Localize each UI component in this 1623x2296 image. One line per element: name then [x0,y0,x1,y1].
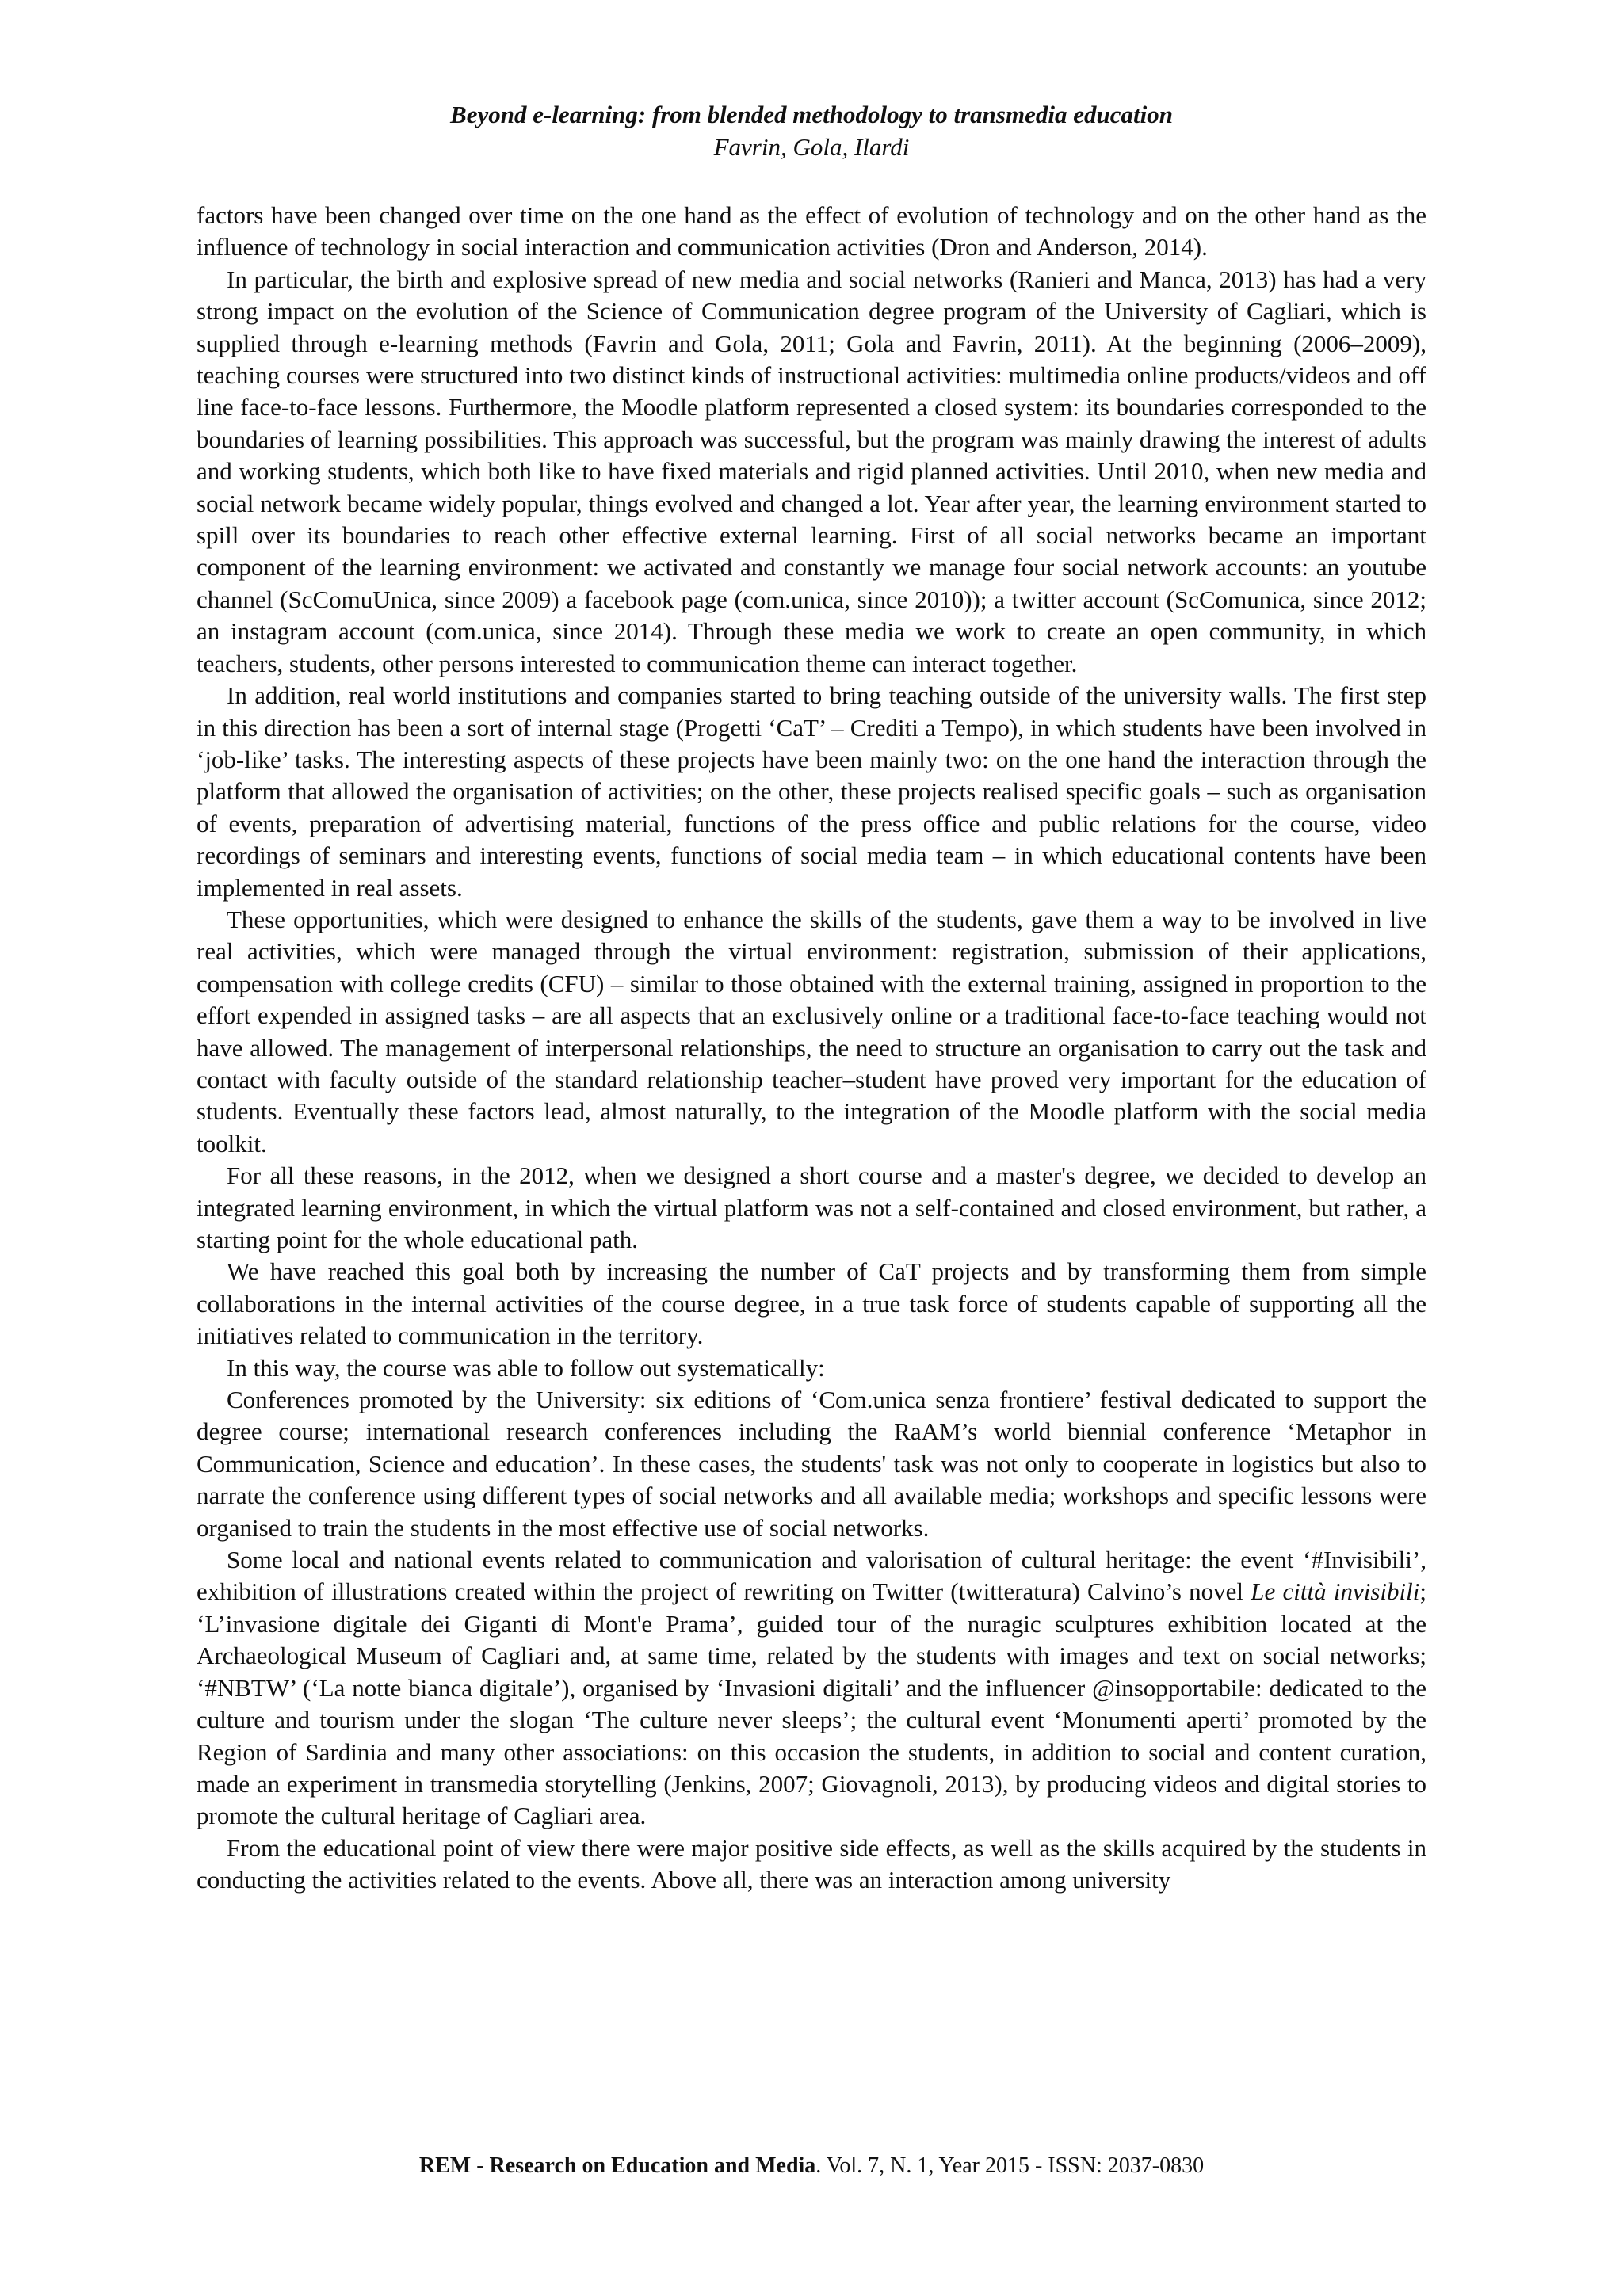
paragraph-9-text-after: ; ‘L’invasione digitale dei Giganti di Mont'e Prama’, guided tour of the nuragic sculptures exhibition located at the Archaeological Museum of Cagliari and, at same time, related by the students with images and text on social networks; ‘#NBTW’ (‘La notte bianca digitale’), organised by ‘Invasioni digitali’ and the influencer @insopportabile: dedicated to the culture and tourism under the slogan ‘The culture never sleeps’; the cultural event ‘Monumenti aperti’ promoted by the Region of Sardinia and many other associations: on this occasion the students, in addition to social and content curation, made an experiment in transmedia storytelling (Jenkins, 2007; Giovagnoli, 2013), by producing videos and digital stories to promote the cultural heritage of Cagliari area. [197,1577,1426,1830]
body-text [197,200,1426,1897]
paragraph-4: These opportunities, which were designed to enhance the skills of the students, gave them a way to be involved in live real activities, which were managed through the virtual environment: registration, submission of their applications, compensation with college credits (CFU) – similar to those obtained with the external training, assigned in proportion to the effort expended in assigned tasks – are all aspects that an exclusively online or a traditional face-to-face teaching would not have allowed. The management of interpersonal relationships, the need to structure an organisation to carry out the task and contact with faculty outside of the standard relationship teacher–student have proved very important for the education of students. Eventually these factors lead, almost naturally, to the integration of the Moodle platform with the social media toolkit. [197,905,1426,1158]
footer-journal: REM - Research on Education and Media [418,2153,816,2178]
paragraph-9 [197,1544,1426,1833]
paragraph-7: In this way, the course was able to follow out systematically: [227,1353,825,1382]
paragraph-1: factors have been changed over time on the one hand as the effect of evolution of technology and on the other hand as the influence of technology in social interaction and communication activities (Dron and Anderson, 2014). [197,201,1426,261]
paragraph-10: From the educational point of view there were major positive side effects, as well as the skills acquired by the students in conducting the activities related to the events. Above all, there was an interaction among university [197,1833,1426,1894]
running-title: Beyond e-learning: from blended methodology to transmedia education [450,101,1173,128]
running-authors: Favrin, Gola, Ilardi [713,133,910,161]
paragraph-2: In particular, the birth and explosive spread of new media and social networks (Ranieri and Manca, 2013) has had a very strong impact on the evolution of the Science of Communication degree program of the University of Cagliari, which is supplied through e-learning methods (Favrin and Gola, 2011; Gola and Favrin, 2011). At the beginning (2006–2009), teaching courses were structured into two distinct kinds of instructional activities: multimedia online products/videos and off line face-to-face lessons. Furthermore, the Moodle platform represented a closed system: its boundaries corresponded to the boundaries of learning possibilities. This approach was successful, but the program was mainly drawing the interest of adults and working students, which both like to have fixed materials and rigid planned activities. Until 2010, when new media and social network became widely popular, things evolved and changed a lot. Year after year, the learning environment started to spill over its boundaries to reach other effective external learning. First of all social networks became an important component of the learning environment: we activated and constantly we manage four social network accounts: an youtube channel (ScComuUnica, since 2009) a facebook page (com.unica, since 2010)); a twitter account (ScComunica, since 2012; an instagram account (com.unica, since 2014). Through these media we work to create an open community, in which teachers, students, other persons interested to communication theme can interact together. [197,265,1426,677]
paragraph-8: Conferences promoted by the University: six editions of ‘Com.unica senza frontiere’ festival dedicated to support the degree course; international research conferences including the RaAM’s world biennial conference ‘Metaphor in Communication, Science and education’. In these cases, the students' task was not only to cooperate in logistics but also to narrate the conference using different types of social networks and all available media; workshops and specific lessons were organised to train the students in the most effective use of social networks. [197,1386,1426,1542]
paragraph-9-text-before: Some local and national events related to communication and valorisation of cultural heritage: the event ‘#Invisibili’, exhibition of illustrations created within the project of rewriting on Twitter (twitteratura) Calvino’s novel [197,1546,1426,1606]
footer-details: . Vol. 7, N. 1, Year 2015 - ISSN: 2037-0830 [815,2153,1205,2178]
paragraph-6: We have reached this goal both by increasing the number of CaT projects and by transforming them from simple collaborations in the internal activities of the course degree, in a true task force of students capable of supporting all the initiatives related to communication in the territory. [197,1257,1426,1350]
page-footer [197,2152,1426,2180]
running-head [197,98,1426,163]
book-title: Le città invisibili [1251,1577,1420,1606]
paragraph-3: In addition, real world institutions and companies started to bring teaching outside of the university walls. The first step in this direction has been a sort of internal stage (Progetti ‘CaT’ – Crediti a Tempo), in which students have been involved in ‘job-like’ tasks. The interesting aspects of these projects have been mainly two: on the one hand the interaction through the platform that allowed the organisation of activities; on the other, these projects realised specific goals – such as organisation of events, preparation of advertising material, functions of the press office and public relations for the course, video recordings of seminars and interesting events, functions of social media team – in which educational contents have been implemented in real assets. [197,681,1426,902]
paragraph-5: For all these reasons, in the 2012, when we designed a short course and a master's degree, we decided to develop an integrated learning environment, in which the virtual platform was not a self-contained and closed environment, but rather, a starting point for the whole educational path. [197,1161,1426,1253]
